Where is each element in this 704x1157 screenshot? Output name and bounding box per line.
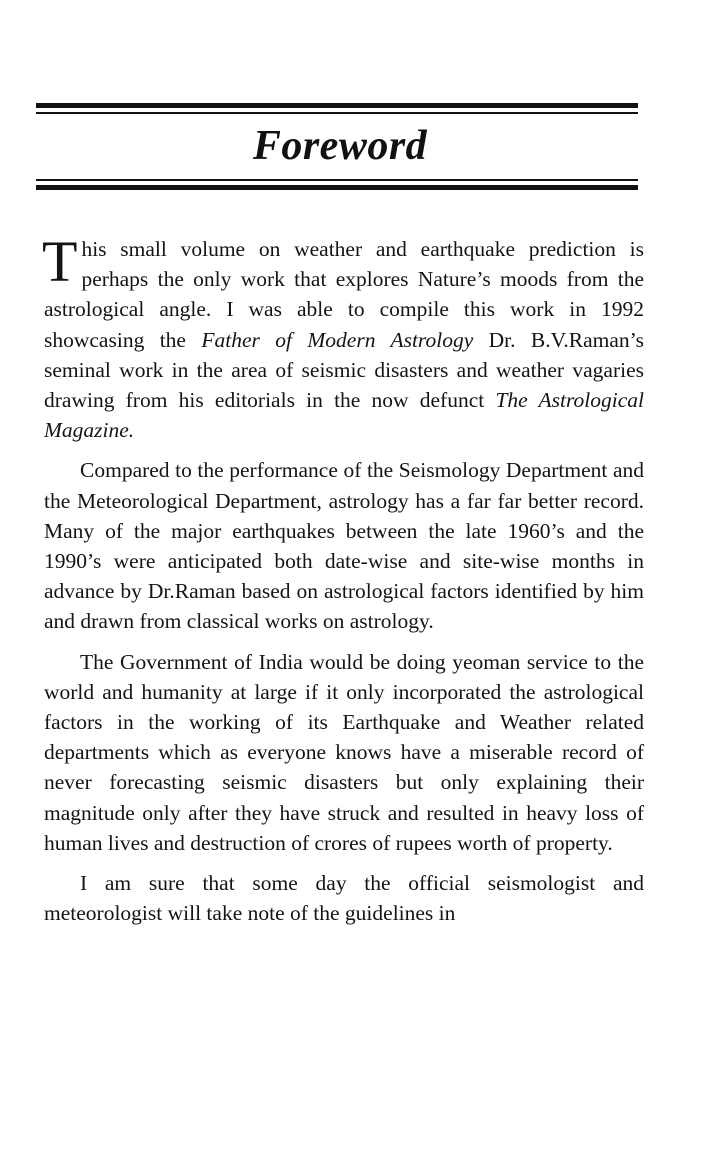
bottom-rule-thin: [36, 179, 638, 181]
drop-cap: T: [42, 229, 78, 294]
page-title: Foreword: [252, 123, 428, 169]
paragraph-3: The Government of India would be doing yeoman service to the world and humanity at large if it only incorporated the astrological factors in the working of its Earthquake and Weather related departments which as everyone knows have a miserable record of never forecasting seismic disasters but only explaining their magnitude only after they have struck and resulted in heavy loss of human lives and destruction of crores of rupees worth of property.: [44, 649, 644, 855]
top-rule-thin: [36, 112, 638, 114]
book-title-italic: Father of Modern Astrology: [201, 327, 474, 352]
top-rule-thick: [36, 103, 638, 108]
magazine-title-italic: The Astrological Magazine.: [44, 388, 645, 443]
paragraph-1: [42, 229, 645, 445]
paragraph-1-text-b: Dr. B.V.Raman’s seminal work in the area of seismic disasters and weather vagaries drawing from his editorials in the now defunct: [44, 327, 644, 413]
foreword-body: [42, 229, 645, 938]
paragraph-1-text-a: his small volume on weather and earthquake prediction is perhaps the only work that explores Nature’s moods from the astrological angle. I was able to compile this work in 1992 showcasing the: [44, 237, 644, 352]
bottom-rule-thick: [36, 185, 638, 190]
paragraph-4: I am sure that some day the official seismologist and meteorologist will take note of the guidelines in: [44, 871, 644, 926]
paragraph-2: Compared to the performance of the Seismology Department and the Meteorological Department, astrology has a far far better record. Many of the major earthquakes between the late 1960’s and the 1990’s were anticipated both date-wise and site-wise months in advance by Dr.Raman based on astrological factors identified by him and drawn from classical works on astrology.: [44, 458, 644, 634]
